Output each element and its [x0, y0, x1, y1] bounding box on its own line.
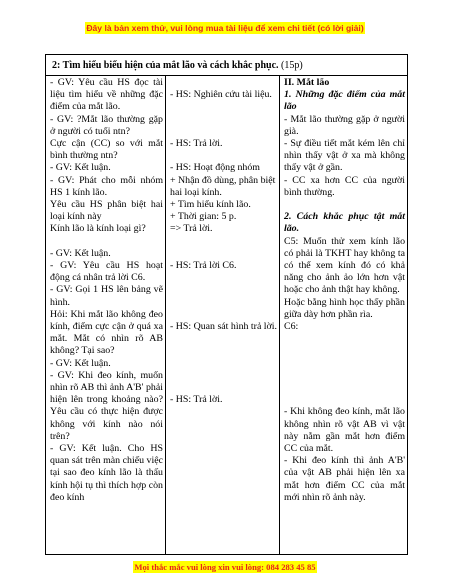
student-line: - HS: Trả lời C6. — [170, 259, 237, 271]
content-line: - Mắt lão thường gặp ở người già. — [284, 113, 405, 137]
spacer — [50, 236, 163, 248]
content-line: Hoặc bằng hình học thấy phần giữa dày hơn phần rìa. — [284, 296, 405, 320]
content-line: C6: — [284, 321, 299, 333]
column-divider-1 — [165, 76, 166, 554]
content-line: - Sự điều tiết mắt kém lên chỉ nhìn thấy vật ở xa mà không thấy vật ở gần. — [284, 138, 405, 174]
teacher-line: - GV: Kết luận. — [50, 247, 111, 259]
teacher-line: - GV: Kết luận. Cho HS quan sát trên màn chiếu việc tại sao đeo kính lão là thấu kính hội tụ thì thích hợp còn đeo kính — [50, 443, 163, 503]
student-activity-column — [170, 77, 277, 406]
spacer — [170, 236, 277, 260]
teacher-line: Kính lão là kính loại gì? — [50, 223, 146, 235]
spacer — [284, 333, 405, 406]
spacer — [170, 150, 277, 162]
teacher-line: - GV: Kết luận. — [50, 162, 111, 174]
teacher-line: - GV: Khi đeo kính, muốn nhìn rõ AB thì ảnh A'B' phải hiện lên trong khoảng nào? Yêu cầu có thực hiện được không với kính nào nói trên? — [50, 369, 163, 442]
student-line: + Tìm hiểu kính lão. — [170, 198, 251, 210]
teacher-line: - GV: Yêu cầu HS đọc tài liệu tìm hiểu về những đặc điểm của mắt lão. — [50, 77, 163, 113]
spacer — [170, 333, 277, 394]
teacher-line: Yêu cầu HS phân biệt hai loại kính này — [50, 199, 163, 223]
section-title: II. Mắt lão — [284, 77, 330, 88]
content-line: - CC xa hơn CC của người bình thường. — [284, 174, 405, 198]
content-line: - Khi không đeo kính, mắt lão không nhìn rõ vật AB vì vật này nằm gần mắt hơn điểm CC của mắt. — [284, 406, 405, 455]
teacher-line: - GV: Gọi 1 HS lên bảng vẽ hình. — [50, 284, 163, 308]
spacer — [170, 272, 277, 321]
teacher-line: Hỏi: Khi mắt lão không đeo kính, điểm cực cận ở quá xa mắt. Mắt có nhìn rõ AB không? Tại sao? — [50, 308, 163, 357]
student-line: - HS: Trả lời. — [170, 394, 223, 406]
student-line: - HS: Nghiên cứu tài liệu. — [170, 89, 272, 101]
content-column — [284, 77, 405, 504]
column-divider-2 — [279, 76, 280, 554]
subsection-title-1: 1. Những đặc điểm của mắt lão — [284, 89, 405, 113]
header-label: 2: Tìm hiểu biểu hiện của mắt lão và cách khắc phục. — [52, 60, 279, 71]
top-notice-text: Đây là bản xem thử, vui lòng mua tài liệu để xem chi tiết (có lời giải) — [86, 23, 364, 33]
content-line: C5: Muốn thử xem kính lão có phải là TKHT hay không ta có thể xem kính đó có khả năng cho ảnh ảo lớn hơn vật hoặc cho ảnh thật hay không. — [284, 235, 405, 296]
top-notice-banner — [0, 23, 450, 33]
student-line: - HS: Hoạt động nhóm — [170, 162, 260, 174]
lesson-table — [45, 54, 408, 555]
spacer — [284, 199, 405, 211]
student-line: => Trả lời. — [170, 223, 213, 235]
teacher-line: - GV: ?Mắt lão thường gặp ở người có tuổi ntn? — [50, 113, 163, 137]
teacher-line: Cực cận (CC) so với mắt bình thường ntn? — [50, 138, 163, 162]
student-line: - HS: Quan sát hình trả lời. — [170, 320, 277, 332]
bottom-notice-text: Mọi thắc mắc vui lòng xin vui lòng: 084 283 45 85 — [134, 562, 316, 572]
bottom-notice-banner — [0, 562, 450, 572]
student-line: + Nhận đồ dùng, phân biệt hai loại kính. — [170, 174, 276, 198]
student-line: - HS: Trả lời. — [170, 137, 223, 149]
spacer — [170, 77, 277, 89]
spacer — [170, 101, 277, 138]
teacher-line: - GV: Yêu cầu HS hoạt động cá nhân trả lời C6. — [50, 260, 163, 284]
table-header — [46, 55, 407, 76]
student-line: + Thời gian: 5 p. — [170, 211, 237, 223]
teacher-activity-column — [50, 77, 163, 504]
header-time: (15p) — [278, 60, 303, 71]
teacher-line: - GV: Phát cho mỗi nhóm HS 1 kính lão. — [50, 174, 163, 198]
teacher-line: - GV: Kết luận. — [50, 357, 111, 369]
subsection-title-2: 2. Cách khắc phục tật mắt lão. — [284, 211, 405, 235]
content-line: - Khi đeo kính thì ảnh A'B' của vật AB phải hiện lên xa mắt hơn điểm CC của mắt mới nhìn rõ ảnh này. — [284, 455, 405, 503]
